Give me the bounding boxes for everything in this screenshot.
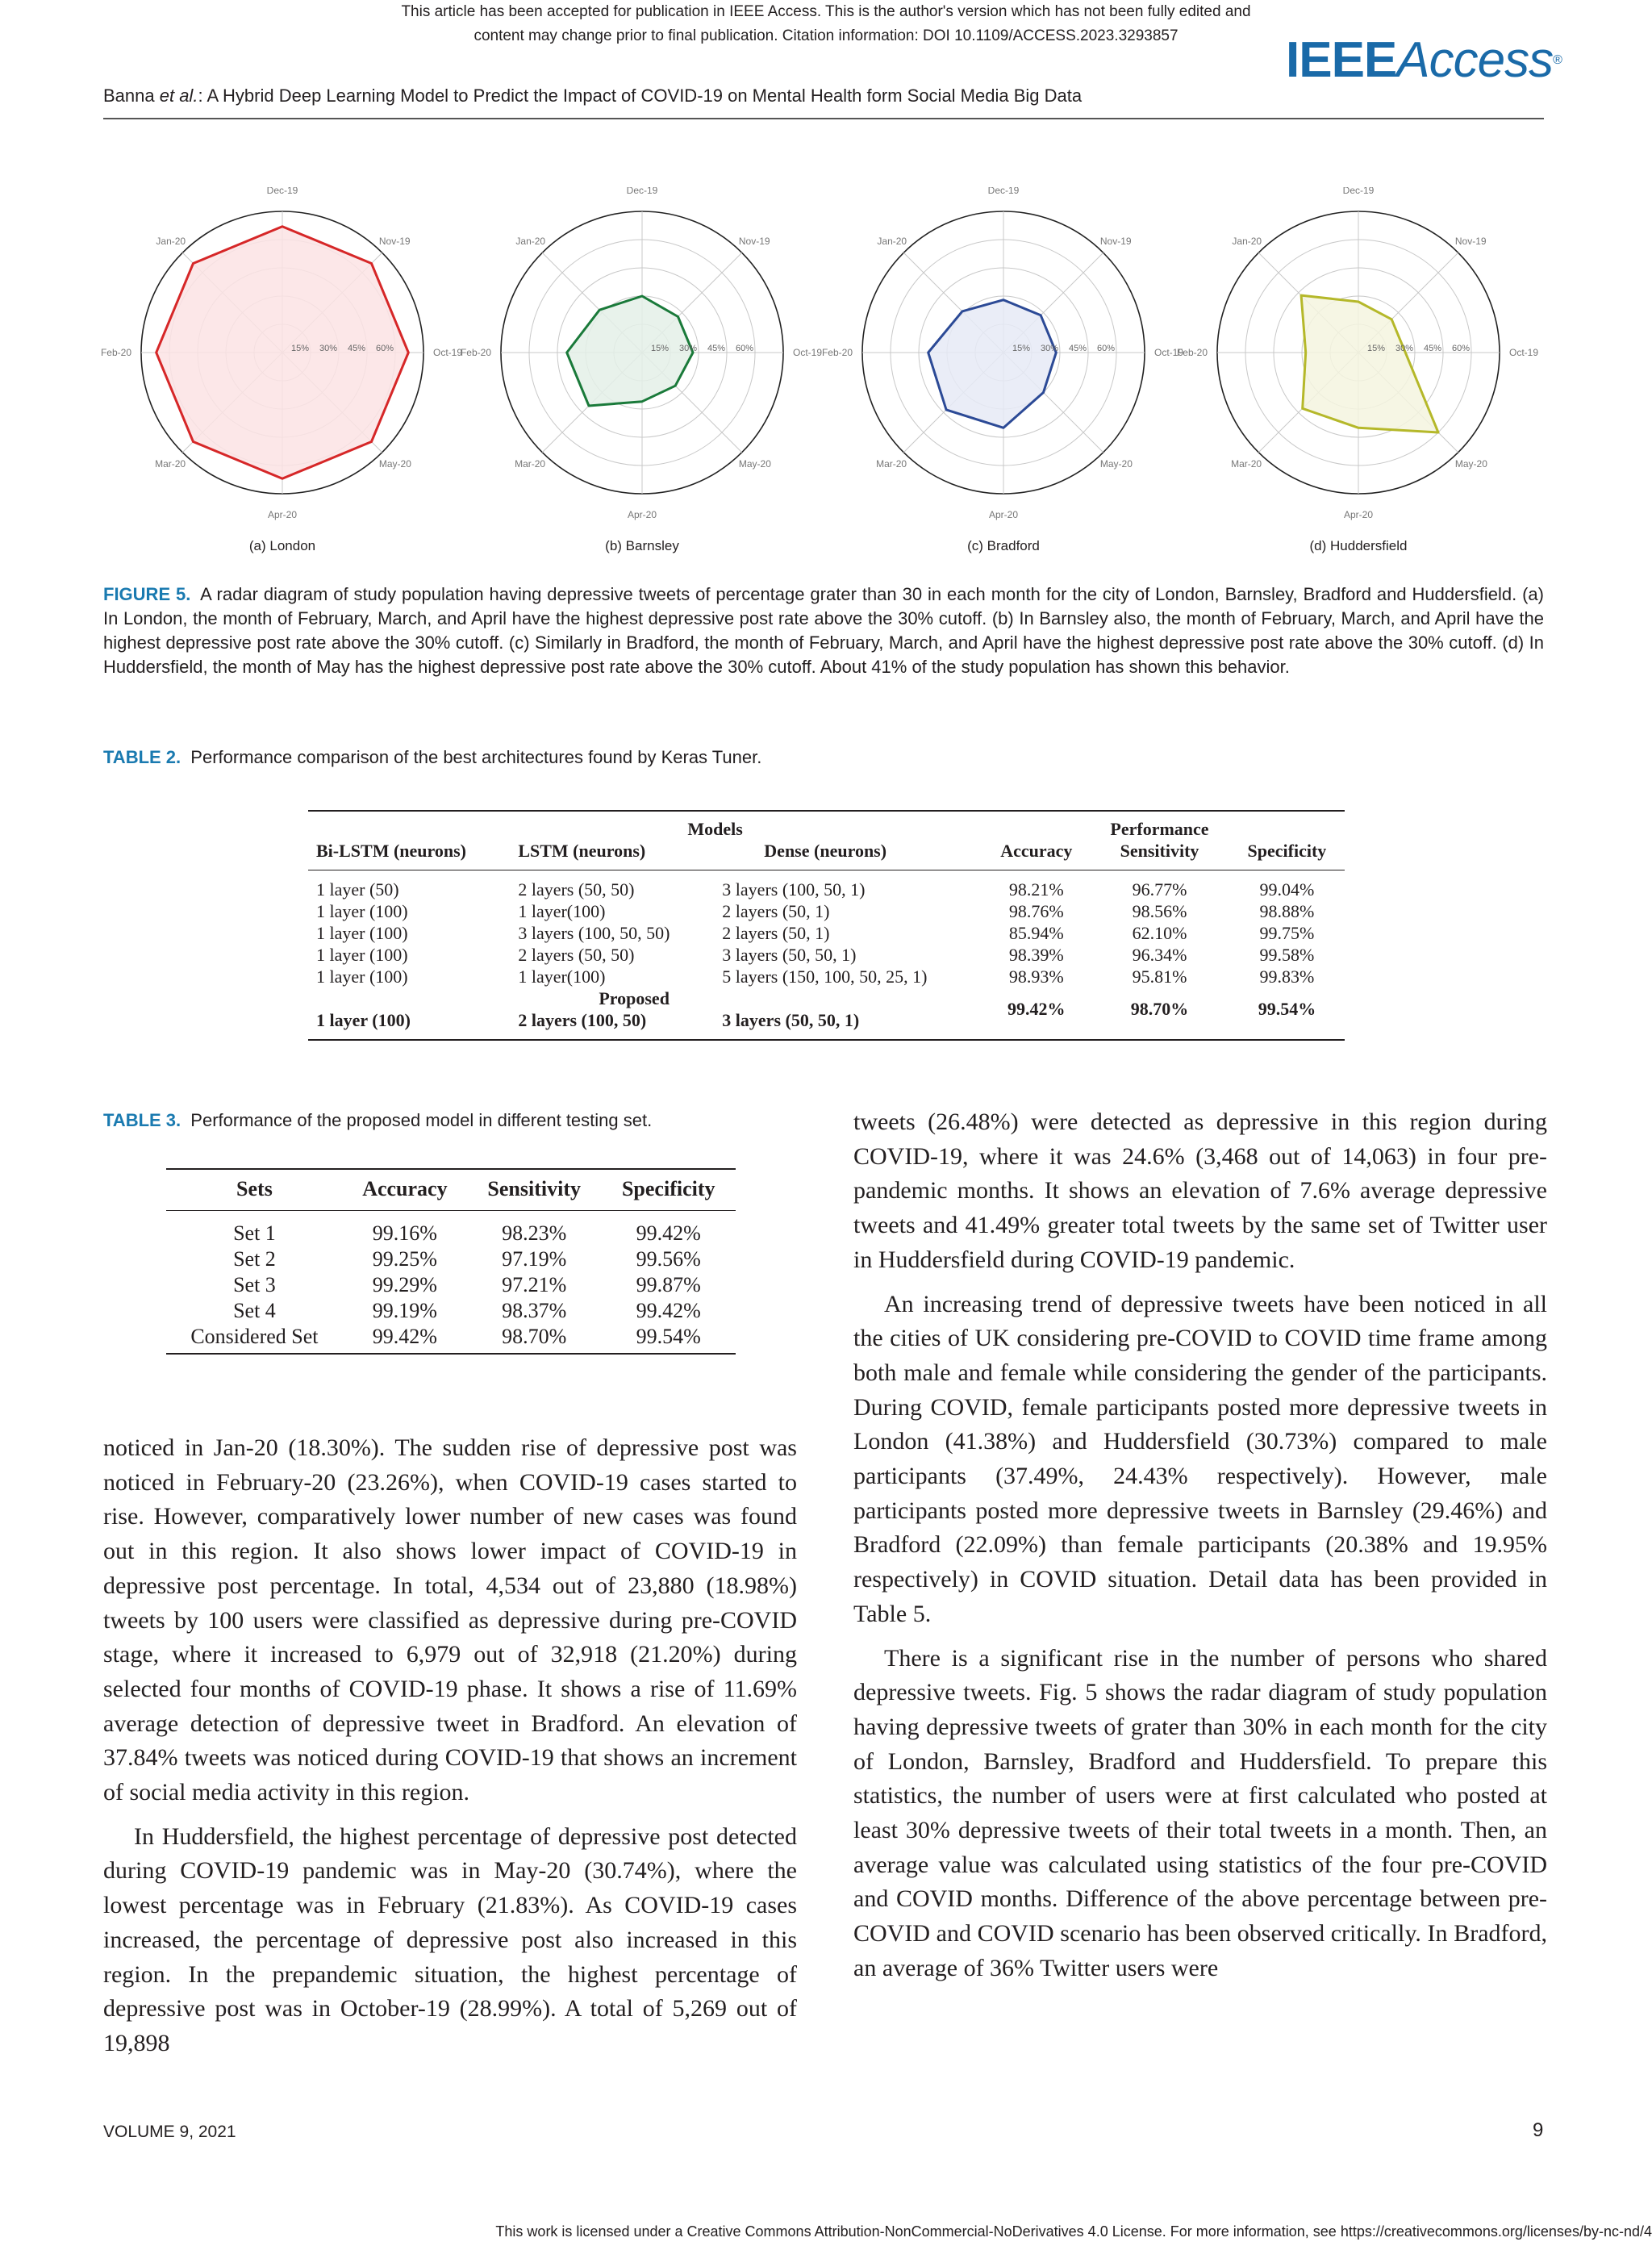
table2-cell: 98.21% bbox=[1008, 879, 1064, 900]
radar-tick-label: 45% bbox=[707, 344, 725, 353]
notice-line-1: This article has been accepted for publication in IEEE Access. This is the author's version which has not been fully edited and bbox=[401, 3, 1251, 20]
table2-cell: 3 layers (50, 50, 1) bbox=[714, 1009, 982, 1040]
radar-axis-label: Jan-20 bbox=[156, 236, 186, 248]
table2-cell: 2 layers (50, 1) bbox=[722, 901, 830, 921]
table3-cell: 99.19% bbox=[372, 1299, 437, 1322]
table2-row bbox=[308, 900, 1345, 922]
table2-cell: 1 layer (100) bbox=[316, 945, 408, 965]
table3-cell: 99.54% bbox=[601, 1324, 736, 1354]
table3-header: Sets bbox=[166, 1169, 343, 1211]
table2-header: Bi-LSTM (neurons) bbox=[308, 840, 510, 870]
table2-cell: 3 layers (100, 50, 1) bbox=[722, 879, 866, 900]
radar-axis-label: Feb-20 bbox=[1176, 347, 1208, 358]
table2-cell: 99.58% bbox=[1259, 945, 1315, 965]
table3-header: Accuracy bbox=[343, 1169, 467, 1211]
radar-tick-label: 15% bbox=[1366, 344, 1385, 353]
table2-caption bbox=[103, 747, 761, 768]
volume-label: VOLUME 9, 2021 bbox=[103, 2123, 236, 2141]
logo-tm: ® bbox=[1553, 53, 1562, 67]
table3-label: TABLE 3. bbox=[103, 1110, 181, 1130]
radar-series-polygon bbox=[928, 300, 1057, 428]
ieee-access-logo bbox=[1286, 31, 1562, 90]
running-head bbox=[103, 86, 1082, 106]
table3-header: Specificity bbox=[601, 1169, 736, 1211]
radar-tick-label: 60% bbox=[1451, 344, 1470, 353]
radar-axis-label: May-20 bbox=[378, 457, 411, 470]
radar-tick-label: 30% bbox=[678, 344, 697, 353]
table2-cell: 99.75% bbox=[1259, 923, 1315, 943]
table2-label: TABLE 2. bbox=[103, 747, 181, 767]
running-head-authors: Banna bbox=[103, 86, 160, 106]
page-number: 9 bbox=[1533, 2119, 1544, 2141]
radar-axis-label: Dec-19 bbox=[266, 187, 298, 196]
radar-axis-label: Nov-19 bbox=[1099, 236, 1132, 248]
table2-cell: 99.04% bbox=[1259, 879, 1315, 900]
radar-axis-label: May-20 bbox=[738, 457, 771, 470]
logo-access: Access bbox=[1396, 32, 1554, 88]
radar-chart-bradford bbox=[810, 187, 1197, 558]
radar-tick-label: 30% bbox=[319, 344, 337, 353]
radar-series-polygon bbox=[567, 296, 693, 406]
radar-axis-label: Oct-19 bbox=[793, 347, 823, 358]
radar-axis-label: Mar-20 bbox=[515, 457, 546, 470]
table3-caption-text: Performance of the proposed model in different testing set. bbox=[190, 1110, 653, 1130]
table2-cell: 98.39% bbox=[1008, 945, 1064, 965]
table2-cell: 1 layer(100) bbox=[518, 901, 606, 921]
table2-cell: 1 layer (100) bbox=[316, 923, 408, 943]
table3-cell: 98.23% bbox=[502, 1221, 567, 1245]
table2 bbox=[308, 810, 1345, 1041]
radar-tick-label: 15% bbox=[290, 344, 309, 353]
radar-axis-label: Oct-19 bbox=[433, 347, 463, 358]
radar-axis-label: Nov-19 bbox=[738, 236, 770, 248]
left-paragraph-2: In Huddersfield, the highest percentage of depressive post detected during COVID-19 pandemic was in May-20 (30.74%), where the lowest percentage was in February (21.83%). As COVID-19 cases increased, the percentage of depressive post also increased in this region. In the prepandemic situation, the highest percentage of depressive post was in October-19 (28.99%). A total of 5,269 out of 19,898 bbox=[103, 1822, 797, 2056]
table2-header-row bbox=[308, 840, 1345, 870]
table2-row bbox=[308, 870, 1345, 901]
radar-tick-label: 45% bbox=[347, 344, 365, 353]
table3-cell: Set 2 bbox=[233, 1247, 276, 1271]
table2-cell: 5 layers (150, 100, 50, 25, 1) bbox=[722, 966, 928, 987]
left-column-text bbox=[103, 1431, 797, 2061]
radar-chart-title: (b) Barnsley bbox=[605, 538, 679, 553]
radar-chart-title: (c) Bradford bbox=[967, 538, 1040, 553]
table3-row bbox=[166, 1272, 736, 1298]
table2-cell: 99.54% bbox=[1229, 998, 1345, 1029]
table2-cell: 98.88% bbox=[1259, 901, 1315, 921]
radar-axis-label: Jan-20 bbox=[877, 236, 907, 248]
figure-caption bbox=[103, 582, 1544, 679]
radar-axis-label: Mar-20 bbox=[1231, 457, 1262, 470]
radar-tick-label: 15% bbox=[650, 344, 669, 353]
table2-cell: 3 layers (100, 50, 50) bbox=[518, 923, 670, 943]
table2-cell: 1 layer (100) bbox=[316, 901, 408, 921]
radar-axis-label: Jan-20 bbox=[515, 236, 546, 248]
table2-caption-text: Performance comparison of the best architectures found by Keras Tuner. bbox=[190, 747, 762, 767]
table2-row bbox=[308, 944, 1345, 966]
table2-proposed-label: Proposed bbox=[599, 988, 670, 1008]
table3-cell: 99.42% bbox=[636, 1299, 701, 1322]
table3-row bbox=[166, 1298, 736, 1324]
radar-tick-label: 30% bbox=[1395, 344, 1413, 353]
radar-axis-label: Feb-20 bbox=[100, 347, 131, 358]
header-rule bbox=[103, 118, 1544, 119]
right-column-text bbox=[853, 1105, 1547, 1986]
table2-cell: 2 layers (50, 50) bbox=[518, 945, 635, 965]
table3-cell: 99.42% bbox=[343, 1324, 467, 1354]
radar-chart-barnsley bbox=[448, 187, 836, 558]
table2-group-models: Models bbox=[510, 811, 982, 840]
table3-cell: 99.87% bbox=[636, 1273, 701, 1296]
table3-row bbox=[166, 1324, 736, 1354]
table2-cell: 85.94% bbox=[1008, 923, 1064, 943]
radar-axis-label: Nov-19 bbox=[1454, 236, 1487, 248]
table3-cell: 99.42% bbox=[636, 1221, 701, 1245]
radar-axis-label: Nov-19 bbox=[378, 236, 411, 248]
table2-cell: 62.10% bbox=[1132, 923, 1187, 943]
table2-cell: 98.56% bbox=[1132, 901, 1187, 921]
figure-label: FIGURE 5. bbox=[103, 584, 191, 604]
radar-axis-label: Feb-20 bbox=[460, 347, 491, 358]
table3-cell: 99.29% bbox=[372, 1273, 437, 1296]
radar-tick-label: 60% bbox=[375, 344, 394, 353]
table3-cell: Set 3 bbox=[233, 1273, 276, 1296]
radar-chart-title: (a) London bbox=[248, 538, 316, 553]
radar-axis-label: Feb-20 bbox=[821, 347, 853, 358]
table3-cell: Set 4 bbox=[233, 1299, 276, 1322]
radar-tick-label: 45% bbox=[1423, 344, 1441, 353]
table3-cell: 99.25% bbox=[372, 1247, 437, 1271]
table2-header: Accuracy bbox=[982, 840, 1090, 870]
table3-cell: Considered Set bbox=[166, 1324, 343, 1354]
license-notice: This work is licensed under a Creative Commons Attribution-NonCommercial-NoDerivatives 4.0 License. For more information, see https://creativecommons.org/licenses/by-nc-nd/4 bbox=[495, 2223, 1652, 2240]
table3-cell: 99.56% bbox=[636, 1247, 701, 1271]
table3-cell: 97.21% bbox=[502, 1273, 567, 1296]
table2-cell: 98.93% bbox=[1008, 966, 1064, 987]
table3-cell: 97.19% bbox=[502, 1247, 567, 1271]
table2-group-row bbox=[308, 811, 1345, 840]
radar-axis-label: Apr-20 bbox=[988, 509, 1019, 520]
table2-cell: 99.42% bbox=[982, 998, 1090, 1029]
radar-axis-label: Apr-20 bbox=[1343, 509, 1374, 520]
radar-tick-label: 45% bbox=[1068, 344, 1087, 353]
radar-axis-label: Dec-19 bbox=[987, 187, 1020, 196]
running-head-etal: et al. bbox=[159, 86, 198, 106]
radar-axis-label: May-20 bbox=[1099, 457, 1133, 470]
table2-header: LSTM (neurons) bbox=[510, 840, 714, 870]
table2-cell: 96.77% bbox=[1132, 879, 1187, 900]
table3-cell: Set 1 bbox=[233, 1221, 276, 1245]
table2-cell: 2 layers (100, 50) bbox=[510, 1009, 714, 1040]
table3-header: Sensitivity bbox=[467, 1169, 602, 1211]
right-paragraph-2: An increasing trend of depressive tweets have been noticed in all the cities of UK considering pre-COVID to COVID time frame among both male and female while considering the gender of the participants. During COVID, female participants posted more depressive tweets in London (41.38%) and Huddersfield (30.73%) compared to male participants (37.49%, 24.43% respectively). However, male participants posted more depressive tweets in Barnsley (29.46%) and Bradford (22.09%) than female participants (20.38% and 19.95% respectively) in COVID situation. Detail data has been provided in Table 5. bbox=[853, 1290, 1547, 1627]
radar-tick-label: 60% bbox=[735, 344, 753, 353]
radar-axis-label: Apr-20 bbox=[267, 509, 298, 520]
table2-header: Specificity bbox=[1229, 840, 1345, 870]
radar-chart-london bbox=[89, 187, 476, 558]
table2-row bbox=[308, 966, 1345, 987]
table3-row bbox=[166, 1211, 736, 1247]
radar-series-polygon bbox=[1301, 295, 1438, 432]
table3-header-row bbox=[166, 1169, 736, 1211]
running-head-title: : A Hybrid Deep Learning Model to Predict the Impact of COVID-19 on Mental Health form Social Media Big Data bbox=[198, 86, 1083, 106]
radar-axis-label: May-20 bbox=[1454, 457, 1487, 470]
table3-cell: 99.16% bbox=[372, 1221, 437, 1245]
table2-group-performance: Performance bbox=[1090, 811, 1229, 840]
radar-axis-label: Mar-20 bbox=[876, 457, 907, 470]
table2-row bbox=[308, 922, 1345, 944]
radar-axis-label: Apr-20 bbox=[627, 509, 657, 520]
table2-cell: 98.76% bbox=[1008, 901, 1064, 921]
radar-axis-label: Oct-19 bbox=[1509, 347, 1539, 358]
radar-chart-title: (d) Huddersfield bbox=[1309, 538, 1408, 553]
table2-cell: 3 layers (50, 50, 1) bbox=[722, 945, 857, 965]
table2-cell: 1 layer (100) bbox=[316, 966, 408, 987]
radar-series-polygon bbox=[156, 227, 409, 479]
table3 bbox=[166, 1168, 736, 1355]
table2-cell: 1 layer (100) bbox=[308, 1009, 510, 1040]
table2-cell: 1 layer (50) bbox=[316, 879, 399, 900]
radar-tick-label: 60% bbox=[1096, 344, 1115, 353]
table2-cell: 2 layers (50, 1) bbox=[722, 923, 830, 943]
left-paragraph-1: noticed in Jan-20 (18.30%). The sudden rise of depressive post was noticed in February-20 (23.26%), when COVID-19 cases started to rise. However, comparatively lower number of new cases was found out in this region. It also shows lower impact of COVID-19 in depressive post percentage. In total, 4,534 out of 23,880 (18.98%) tweets by 100 users were classified as depressive during pre-COVID stage, where it increased to 6,979 out of 32,918 (21.20%) during selected four months of COVID-19 phase. It shows a rise of 11.69% average detection of depressive tweet in Bradford. An elevation of 37.84% tweets was noticed during COVID-19 that shows an increment of social media activity in this region. bbox=[103, 1434, 797, 1806]
figure-caption-text: A radar diagram of study population having depressive tweets of percentage grater than 30 in each month for the city of London, Barnsley, Bradford and Huddersfield. (a) In London, the month of February, March, and April have the highest depressive post rate above the 30% cutoff. (b) In Barnsley also, the month of February, March, and April have the highest depressive post rate above the 30% cutoff. (c) Similarly in Bradford, the month of February, March, and April have the highest depressive post rate above the 30% cutoff. (d) In Huddersfield, the month of May has the highest depressive post rate above the 30% cutoff. About 41% of the study population has shown this behavior. bbox=[103, 584, 1544, 677]
table2-cell: 2 layers (50, 50) bbox=[518, 879, 635, 900]
table2-proposed-row bbox=[308, 1009, 1345, 1040]
radar-axis-label: Mar-20 bbox=[155, 457, 186, 470]
table2-cell: 1 layer(100) bbox=[518, 966, 606, 987]
radar-axis-label: Oct-19 bbox=[1154, 347, 1184, 358]
logo-ieee: IEEE bbox=[1286, 32, 1397, 88]
table2-cell: 96.34% bbox=[1132, 945, 1187, 965]
table3-cell: 98.70% bbox=[467, 1324, 602, 1354]
table2-cell: 95.81% bbox=[1132, 966, 1187, 987]
radar-tick-label: 30% bbox=[1040, 344, 1058, 353]
right-paragraph-3: There is a significant rise in the number of persons who shared depressive tweets. Fig. 5 shows the radar diagram of study population having depressive tweets of grater than 30% in each month for the city of London, Barnsley, Bradford and Huddersfield. To prepare this statistics, the number of users were at first calculated who posted at least 30% depressive tweets of their total tweets in a month. Then, an average value was calculated using statistics of the four pre-COVID and COVID months. Difference of the above percentage between pre-COVID and COVID scenario has been observed critically. In Bradford, an average of 36% Twitter users were bbox=[853, 1644, 1547, 1981]
table3-caption bbox=[103, 1110, 652, 1131]
table2-cell: 99.83% bbox=[1259, 966, 1315, 987]
radar-axis-label: Dec-19 bbox=[1342, 187, 1375, 196]
radar-axis-label: Jan-20 bbox=[1232, 236, 1262, 248]
table2-cell: 98.70% bbox=[1090, 998, 1229, 1029]
table2-header: Sensitivity bbox=[1090, 840, 1229, 870]
radar-axis-label: Dec-19 bbox=[626, 187, 658, 196]
right-paragraph-1: tweets (26.48%) were detected as depressive in this region during COVID-19, where it was 24.6% (3,468 out of 14,063) in four pre-pandemic months. It shows an elevation of 7.6% average depressive tweets and 41.49% greater total tweets by the same set of Twitter user in Huddersfield during COVID-19 pandemic. bbox=[853, 1108, 1547, 1273]
notice-line-2: content may change prior to final publication. Citation information: DOI 10.1109/ACCESS.2023.3293857 bbox=[473, 27, 1179, 44]
radar-chart-huddersfield bbox=[1165, 187, 1552, 558]
table3-row bbox=[166, 1246, 736, 1272]
table3-cell: 98.37% bbox=[502, 1299, 567, 1322]
table2-header: Dense (neurons) bbox=[714, 840, 982, 870]
radar-tick-label: 15% bbox=[1012, 344, 1030, 353]
